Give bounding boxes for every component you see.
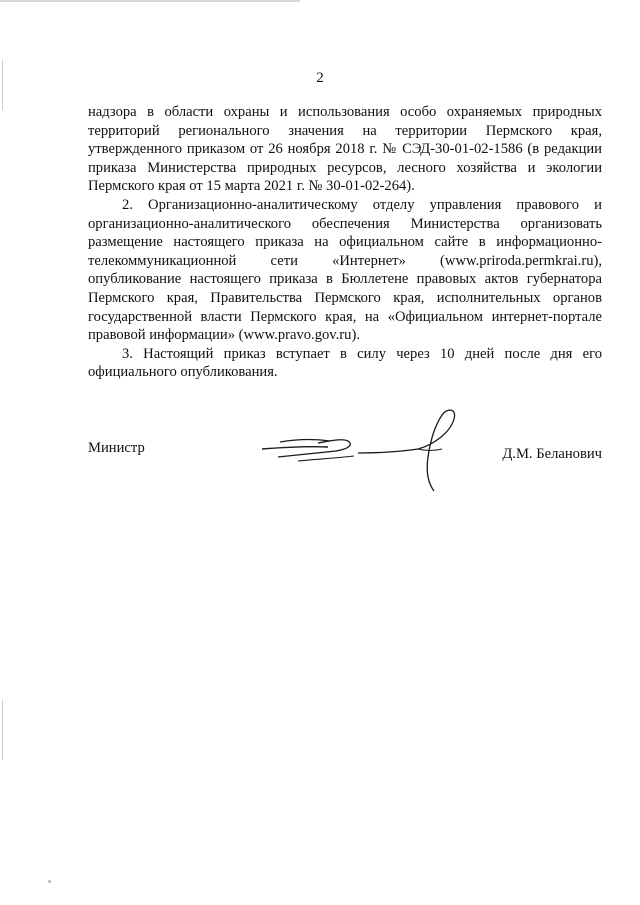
- document-body: [88, 103, 602, 382]
- scan-edge-mark: [2, 700, 3, 760]
- scan-edge-line: [0, 0, 300, 2]
- scan-speck: [48, 880, 51, 883]
- paragraph-continuation: надзора в области охраны и использования особо охраняемых природных территорий регионального значения на территории Пермского края, утвержденного приказом от 26 ноября 2018 г. № СЭД-30-01-02-1586 (в редакции приказа Министерства природных ресурсов, лесного хозяйства и экологии Пермского края от 15 марта 2021 г. № 30-01-02-264).: [88, 104, 602, 195]
- signatory-title: Министр: [88, 440, 145, 456]
- paragraph-item-2: 2. Организационно-аналитическому отделу управления правового и организационно-аналитического обеспечения Министерства организовать размещение настоящего приказа на официальном сайте в информационно-телекоммуникационной сети «Интернет» (www.priroda.permkrai.ru), опубликование настоящего приказа в Бюллетене правовых актов губернатора Пермского края, Правительства Пермского края, исполнительных органов государственной власти Пермского края, на «Официальном интернет-портале правовой информации» (www.pravo.gov.ru).: [88, 196, 602, 344]
- page-number: 2: [316, 70, 324, 86]
- paragraph-item-3: 3. Настоящий приказ вступает в силу через 10 дней после дня его официального опубликования.: [88, 345, 602, 381]
- signatory-name: Д.М. Беланович: [502, 446, 602, 462]
- handwritten-signature-icon: [258, 405, 468, 495]
